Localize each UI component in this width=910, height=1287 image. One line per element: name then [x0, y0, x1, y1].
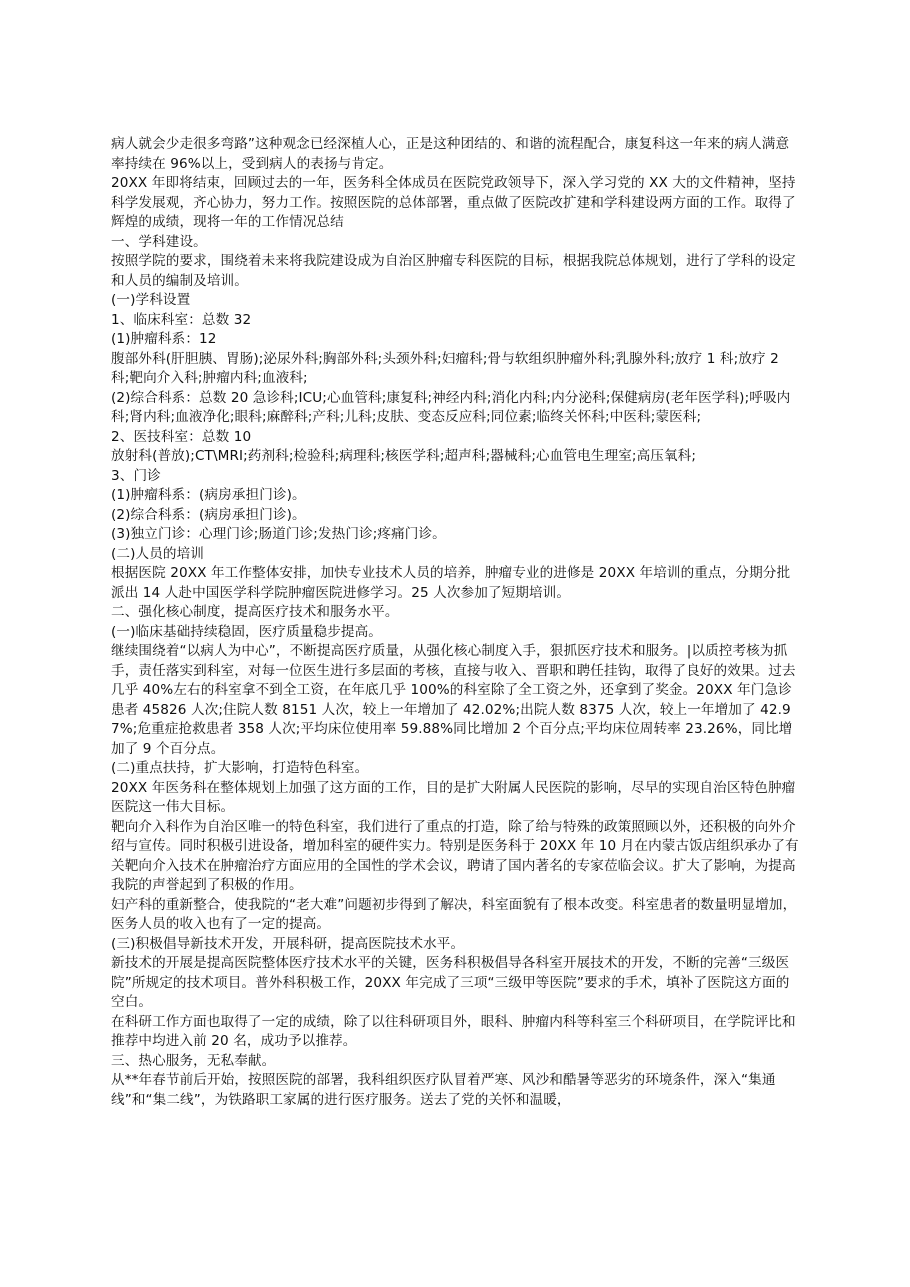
paragraph: 靶向介入科作为自治区唯一的特色科室，我们进行了重点的打造，除了给与特殊的政策照顾以外，还积极的向外介绍与宣传。同时积极引进设备，增加科室的硬件实力。特别是医务科于 20XX 年 10 月在内蒙古饭店组织承办了有关靶向介入技术在肿瘤治疗方面应用的全国性的学术会议，聘请了国内著名的专家莅临会议。扩大了影响，为提高我院的声誉起到了积极的作用。 [111, 818, 799, 893]
paragraph: 新技术的开展是提高医院整体医疗技术水平的关键，医务科积极倡导各科室开展技术的开发，不断的完善“三级医院”所规定的技术项目。普外科积极工作，20XX 年完成了三项“三级甲等医院”要求的手术，填补了医院这方面的空白。 [111, 955, 790, 1010]
paragraph: 在科研工作方面也取得了一定的成绩，除了以往科研项目外，眼科、肿瘤内科等科室三个科研项目，在学院评比和推荐中均进入前 20 名，成功予以推荐。 [111, 1013, 796, 1049]
paragraph: 20XX 年医务科在整体规划上加强了这方面的工作，目的是扩大附属人民医院的影响，尽早的实现自治区特色肿瘤医院这一伟大目标。 [111, 779, 796, 815]
section-heading: 一、学科建设。 [111, 233, 207, 250]
paragraph: 按照学院的要求，围绕着未来将我院建设成为自治区肿瘤专科医院的目标，根据我院总体规划，进行了学科的设定和人员的编制及培训。 [111, 253, 796, 289]
paragraph: 放射科(普放);CT\MRI;药剂科;检验科;病理科;核医学科;超声科;器械科;心血管电生理室;高压氧科; [111, 448, 697, 464]
list-item: (2)综合科系：(病房承担门诊)。 [111, 506, 306, 523]
list-item: (1)肿瘤科系：12 [111, 331, 217, 347]
paragraph: 从**年春节前后开始，按照医院的部署，我科组织医疗队冒着严寒、风沙和酷暑等恶劣的环境条件，深入“集通线”和“集二线”，为铁路职工家属的进行医疗服务。送去了党的关怀和温暖， [111, 1072, 776, 1108]
paragraph: 妇产科的重新整合，使我院的“老大难”问题初步得到了解决，科室面貌有了根本改变。科室患者的数量明显增加，医务人员的收入也有了一定的提高。 [111, 896, 797, 932]
paragraph: (2)综合科系：总数 20 急诊科;ICU;心血管科;康复科;神经内科;消化内科;内分泌科;保健病房(老年医学科);呼吸内科;肾内科;血液净化;眼科;麻醉科;产科;儿科;皮肤、变态反应科;同位素;临终关怀科;中医科;蒙医科; [111, 389, 791, 425]
list-item: 3、门诊 [111, 467, 161, 484]
section-heading: 三、热心服务，无私奉献。 [111, 1052, 276, 1069]
paragraph: 根据医院 20XX 年工作整体安排，加快专业技术人员的培养，肿瘤专业的进修是 20XX 年培训的重点，分期分批派出 14 人赴中国医学科学院肿瘤医院进修学习。25 人次参加了短期培训。 [111, 565, 791, 601]
list-item: (3)独立门诊：心理门诊;肠道门诊;发热门诊;疼痛门诊。 [111, 526, 446, 542]
section-heading: 二、强化核心制度，提高医疗技术和服务水平。 [111, 604, 399, 620]
list-item: 1、临床科室：总数 32 [111, 311, 252, 328]
subsection-heading: (二)人员的培训 [111, 545, 204, 562]
paragraph: 继续围绕着“以病人为中心”，不断提高医疗质量，从强化核心制度入手，狠抓医疗技术和服务。|以质控考核为抓手，责任落实到科室，对每一位医生进行多层面的考核，直接与收入、晋职和聘任挂钩，取得了良好的效果。过去几乎 40%左右的科室拿不到全工资，在年底几乎 100%的科室除了全工资之外，还拿到了奖金。20XX 年门急诊患者 45826 人次;住院人数 8151 人次，较上一年增加了 42.02%;出院人数 8375 人次，较上一年增加了 42.97%;危重症抢救患者 358 人次;平均床位使用率 59.88%同比增加 2 个百分点;平均床位周转率 23.26%，同比增加了 9 个百分点。 [111, 643, 796, 757]
list-item: 2、医技科室：总数 10 [111, 428, 252, 445]
subsection-heading: (三)积极倡导新技术开发，开展科研，提高医院技术水平。 [111, 935, 465, 952]
document-body [111, 135, 801, 1110]
subsection-heading: (一)学科设置 [111, 292, 191, 308]
list-item: (1)肿瘤科系：(病房承担门诊)。 [111, 487, 306, 503]
paragraph: 20XX 年即将结束，回顾过去的一年，医务科全体成员在医院党政领导下，深入学习党的 XX 大的文件精神，坚持科学发展观，齐心协力，努力工作。按照医院的总体部署，重点做了医院改扩建和学科建设两方面的工作。取得了辉煌的成绩，现将一年的工作情况总结 [111, 175, 796, 230]
subsection-heading: (二)重点扶持，扩大影响，打造特色科室。 [111, 760, 369, 776]
paragraph: 腹部外科(肝胆胰、胃肠);泌尿外科;胸部外科;头颈外科;妇瘤科;骨与软组织肿瘤外科;乳腺外科;放疗 1 科;放疗 2 科;靶向介入科;肿瘤内科;血液科; [111, 350, 779, 386]
subsection-heading: (一)临床基础持续稳固，医疗质量稳步提高。 [111, 623, 382, 640]
paragraph: 病人就会少走很多弯路”这种观念已经深植人心，正是这种团结的、和谐的流程配合，康复科这一年来的病人满意率持续在 96%以上，受到病人的表扬与肯定。 [111, 136, 790, 172]
